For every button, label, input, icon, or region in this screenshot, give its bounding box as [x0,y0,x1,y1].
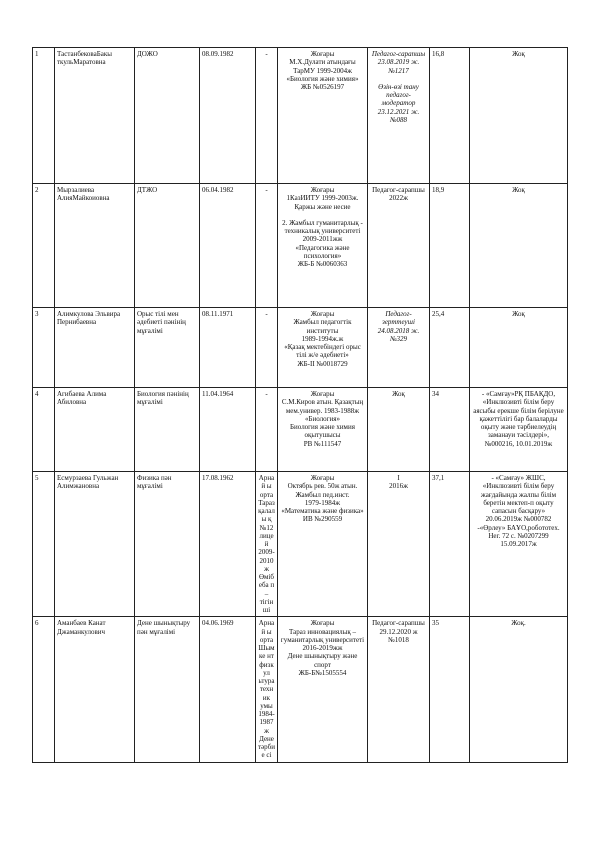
row-number: 5 [33,472,55,617]
category-line: Жоқ [392,390,405,398]
category-line: №1018 [388,635,409,644]
education-line: «Биология және химия» [286,74,359,83]
course-line: Жоқ [512,310,525,318]
courses [470,48,568,184]
courses [470,617,568,762]
education-line: Жоғары [310,50,335,58]
education-line: Октябрь рев. 50ж атын. Жамбыл пед.инст. [287,482,358,499]
education-line: ИВ №290559 [302,515,343,524]
category-line: І [397,474,400,482]
education [278,388,368,472]
teacher-position: ДТЖО [135,184,200,308]
teacher-name: Есмурзаева Гульжан Алимжановна [55,472,135,617]
work-experience: 16,8 [430,48,470,184]
courses [470,184,568,308]
category-line: Педагог-сарапшы 29.12.2020 ж [372,619,425,636]
management-education: Арнай ы орта Шымке нт физкул ьтура техник умы 1984-1987ж Дене тәрбие сі [256,617,278,762]
birth-date: 06.04.1982 [200,184,256,308]
education-line: 1989-1994ж.ж [301,334,344,343]
course-line: Жоқ [512,50,525,58]
education-line: М.Х.Дулати атындағы ТарМУ 1999-2004ж [289,58,356,75]
table-row [33,184,568,308]
courses [470,472,568,617]
courses [470,388,568,472]
education-line: «Педагогика және психология» [295,243,350,260]
birth-date: 11.04.1964 [200,388,256,472]
education-line: Тараз инновациялық – гуманитарлық университеті [280,627,365,644]
education-line: Дене шынықтыру және спорт [287,652,358,669]
education-line: ЖБ-ІІ №0018729 [297,359,348,368]
management-education: - [256,388,278,472]
courses [470,308,568,388]
course-line: 20.06.2019ж №000782 [485,515,552,524]
education-line: Қаржы және несие [294,202,351,211]
row-number: 6 [33,617,55,762]
management-education: - [256,184,278,308]
education [278,48,368,184]
work-experience: 37,1 [430,472,470,617]
education-line: 1979-1984ж [304,498,341,507]
education-line: ЖБ №0526197 [300,83,345,91]
category-line: №1217 [388,66,409,75]
teacher-name: ТастанбековаБакы ткульМаратовна [55,48,135,184]
education [278,472,368,617]
education-line: 1КазИИТУ 1999-2003ж. [286,194,359,203]
work-experience: 35 [430,617,470,762]
row-number: 4 [33,388,55,472]
qualification-category [368,48,430,184]
education-line: Жоғары [310,390,335,398]
qualification-category [368,184,430,308]
course-line: Жоқ [512,186,525,194]
teacher-position: ДОЖО [135,48,200,184]
row-number: 3 [33,308,55,388]
teacher-position: Дене шынықтыру пән мұғалімі [135,617,200,762]
education-line: Жоғары [310,474,335,482]
teacher-position: Орыс тілі мен әдебиеті пәнінің мұғалімі [135,308,200,388]
education-line: Жоғары [310,310,335,318]
category-line: Педагог-сарапшы 2022ж [372,186,425,203]
education [278,308,368,388]
work-experience: 34 [430,388,470,472]
management-education: - [256,48,278,184]
education-line: С.М.Киров атын. Қазақтың мем.универ. 1983-1988ж [281,398,364,415]
education-line: Биология және химия оқытушысы [290,423,355,440]
management-education: Арнай ы орта Тараз қалалы қ №12 лицей 2009-2010ж Өмібеба п – тігінші [256,472,278,617]
birth-date: 08.09.1982 [200,48,256,184]
teacher-position: Биология пәнінің мұғалімі [135,388,200,472]
qualification-category [368,617,430,762]
table-row [33,617,568,762]
qualification-category [368,472,430,617]
education-line: Жоғары [310,619,335,628]
row-number: 2 [33,184,55,308]
qualification-category [368,388,430,472]
education-line: «Биология» [304,414,340,423]
education-line: «Математика және физика» [281,507,364,515]
education-line: ЖБ-Б№1505554 [298,668,347,677]
category-line: 2016ж [389,482,408,491]
category-line: №329 [389,334,408,343]
course-line: - «Самғау»РҚ ПБАҚДО, «Инклюзивті білім беру аясыбы ерекше білім берілуне қажеттілігі бар балаларды оқыту және тәрбиелеудің заманауи тәсілдері», [473,390,564,440]
category-line: Педагог-сарапшы 23.08.2019 ж. [371,50,426,67]
staff-table [32,47,568,763]
birth-date: 17.08.1962 [200,472,256,617]
table-row [33,48,568,184]
course-line: №000216, 10.01.2019ж [484,439,553,448]
education [278,184,368,308]
education-line: «Қазақ мектебіндегі орыс тілі ж/е әдебиеті» [284,343,361,360]
work-experience: 25,4 [430,308,470,388]
education-line: ЖБ-Б №0060363 [297,260,348,268]
table-row [33,308,568,388]
category-line: №088 [389,115,408,124]
course-line: Жоқ. [511,619,526,628]
category-line: Педагог-зерттеуші 24.08.2018 ж. [377,310,420,335]
management-education: - [256,308,278,388]
qualification-category [368,308,430,388]
teacher-name: Аманбаев Канат Джаманкулович [55,617,135,762]
category-line: Өзін-өзі тану педагог-модератор 23.12.2021 ж. [377,82,420,116]
course-line: 15.09.2017ж [500,540,537,548]
work-experience: 18,9 [430,184,470,308]
birth-date: 08.11.1971 [200,308,256,388]
teacher-position: Физика пән мұғалімі [135,472,200,617]
education-line: Жамбыл педагогтік институты [293,318,352,335]
teacher-name: Алимкулова Эльвира Пернибаевна [55,308,135,388]
education-line: РВ №111547 [303,439,342,448]
table-row [33,388,568,472]
course-line: -«Өрлеу» БАҰО,робототех. Нег. 72 с. №0207299 [477,523,560,540]
education-line: Жоғары [310,186,335,194]
education-line: 2016-2019жж [302,644,343,652]
education-line: 2. Жамбыл гуманитарлық - техникалық университеті 2009-2011жж [282,218,363,244]
teacher-name: Агибаева Алима Абиловна [55,388,135,472]
course-line: - «Самғау» ЖШС, «Инклюзивті білім беру жағдайында жалпы білім беретін мектеп-п оқыту сапасын басқару» [480,474,557,515]
table-row [33,472,568,617]
teacher-name: Мырзалиева АлияМайкоиовна [55,184,135,308]
education [278,617,368,762]
row-number: 1 [33,48,55,184]
birth-date: 04.06.1969 [200,617,256,762]
